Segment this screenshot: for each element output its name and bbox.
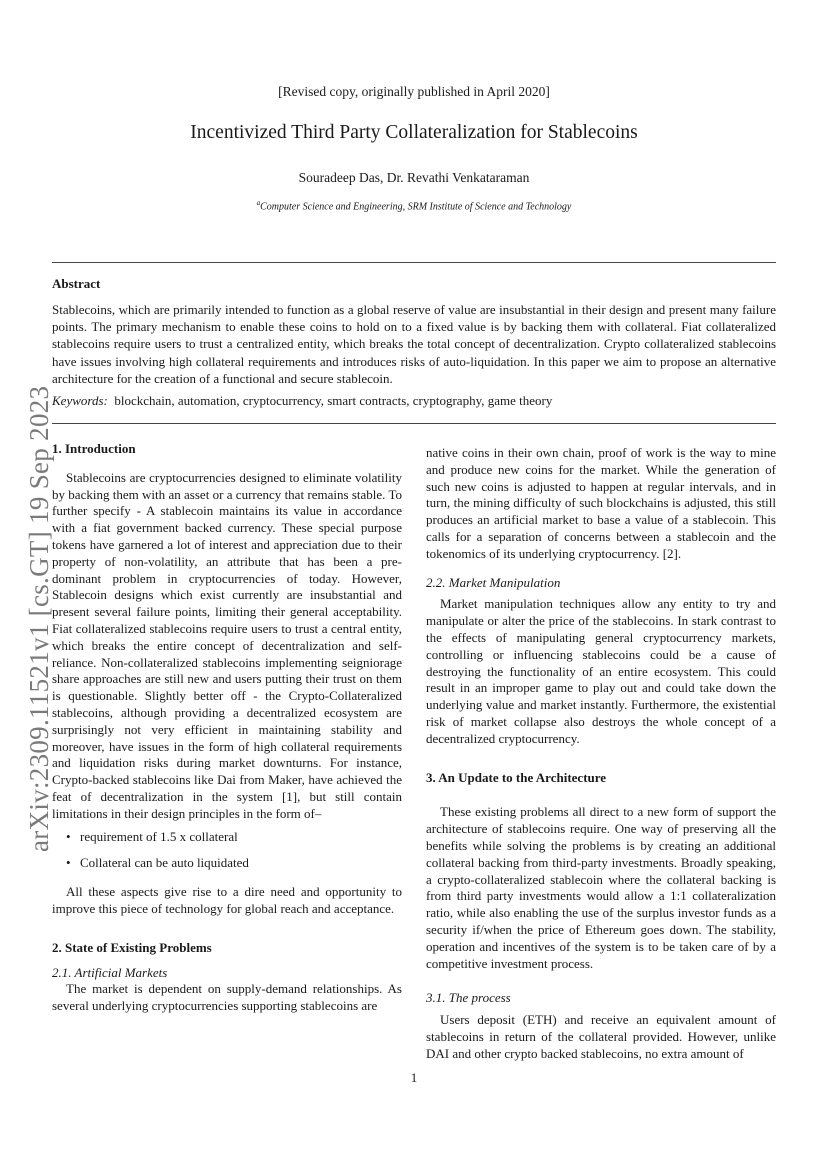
limitations-list [52, 829, 402, 873]
section-2-heading: 2. State of Existing Problems [52, 939, 212, 955]
section-3-heading: 3. An Update to the Architecture [426, 769, 607, 785]
authors: Souradeep Das, Dr. Revathi Venkataraman [298, 170, 530, 185]
abstract-text: Stablecoins, which are primarily intended to function as a global reserve of value are insubstantial in their design and present many failure points. The primary mechanism to enable these coins to hold on to a fixed value is by backing them with collateral. Fiat collateralized stablecoins require users to trust a centralized entity, which breaks the total concept of decentralization. Crypto collateralized stablecoins have issues involving high collateral requirements and introduces risks of auto-liquidation. In this paper we aim to propose an alternative architecture for the creation of a functional and secure stablecoin. [52, 302, 776, 386]
affiliation-mark: a [256, 199, 261, 207]
top-rule [52, 262, 776, 263]
list-item [66, 855, 402, 872]
section-3-paragraph: These existing problems all direct to a new form of support the architecture of stablecoins require. One way of preserving all the benefits while solving the problems is by creating an additional collateral backing from third-party investments. Broadly speaking, a crypto-collateralized stablecoin where the collateral backing is from third party investments would allow a 1:1 collateralization ratio, while also enabling the use of the surplus investor funds as a security if/when the price of Ethereum goes down. The stability, operation and incentives of the system is to be taken care of by a competitive investment process. [426, 804, 776, 971]
abstract-bottom-rule [52, 423, 776, 424]
section-2-2-paragraph: Market manipulation techniques allow any entity to try and manipulate or alter the price of the stablecoins. In stark contrast to the effects of manipulating general cryptocurrency markets, controlling or influencing stablecoins could be a cause of destroying the functionality of an entire ecosystem. This could result in an improper game to play out and could take down the underlying value and market instantly. Furthermore, the existential risk of market collapse also destroys the whole concept of a decentralized cryptocurrency. [426, 596, 776, 746]
bullet-glyph: • [66, 828, 71, 844]
affiliation [0, 199, 828, 212]
section-3-1-paragraph: Users deposit (ETH) and receive an equivalent amount of stablecoins in return of the collateral provided. However, unlike DAI and other crypto backed stablecoins, no extra amount of [426, 1012, 776, 1061]
paper-title: Incentivized Third Party Collateralization for Stablecoins [190, 122, 638, 143]
list-item-text: Collateral can be auto liquidated [80, 855, 249, 871]
section-2-2-heading: 2.2. Market Manipulation [426, 574, 561, 590]
keywords-line [52, 393, 776, 409]
arxiv-sidebar-stamp: arXiv:2309.11521v1 [cs.GT] 19 Sep 2023 [24, 385, 54, 852]
section-2-1-heading: 2.1. Artificial Markets [52, 964, 168, 980]
keywords-label: Keywords: [52, 393, 108, 408]
abstract-heading: Abstract [52, 276, 101, 291]
revised-note: [Revised copy, originally published in April 2020] [278, 84, 550, 99]
left-column [52, 441, 402, 1015]
list-item [66, 828, 402, 846]
section-2-1-paragraph: The market is dependent on supply-demand relationships. As several underlying cryptocurrencies supporting stablecoins are [52, 981, 402, 1014]
section-3-1-heading: 3.1. The process [426, 990, 511, 1006]
list-item-text: requirement of 1.5 x collateral [80, 828, 238, 844]
affiliation-text: Computer Science and Engineering, SRM Institute of Science and Technology [260, 201, 572, 213]
keywords-text: blockchain, automation, cryptocurrency, smart contracts, cryptography, game theory [114, 393, 553, 408]
section-1-heading: 1. Introduction [52, 441, 136, 456]
section-1-paragraph-2: All these aspects give rise to a dire need and opportunity to improve this piece of technology for global reach and acceptance. [52, 884, 402, 916]
section-1-paragraph-1: Stablecoins are cryptocurrencies designed to eliminate volatility by backing them with an asset or a currency that remains stable. To further specify - A stablecoin maintains its value in accordance with a fiat government backed currency. These special purpose tokens have garnered a lot of interest and appreciation due to their property of non-volatility, an attribute that has been a pre-dominant problem in cryptocurrencies of today. However, Stablecoin designs which exist currently are insubstantial and present several failure points, limiting their general acceptability. Fiat collateralized stablecoins require users to trust a central entity, which breaks the entire concept of decentralization and self-reliance. Non-collateralized stablecoins implementing seigniorage share approaches are still new and users putting their trust on them is questionable. Slightly better off - the Crypto-Collateralized stablecoins, although providing a decentralized ecosystem are surprisingly not very efficient in maintaining stability and moreover, have issues in the form of high collateral requirements and liquidation risks during market downturns. For instance, Crypto-backed stablecoins like Dai from Maker, have achieved the feat of decentralization in the system [1], but still contain limitations in their design principles in the form of– [52, 469, 402, 821]
section-2-1-paragraph-continued: native coins in their own chain, proof of work is the way to mine and produce new coins for the market. While the generation of such new coins is adjusted to happen at regular intervals, and in turn, the mining difficulty of such blockchains is adjusted, this still produces an artificial market to base a value of a stablecoin. This calls for a separation of concerns between a stablecoin and the tokenomics of its underlying cryptocurrency. [2]. [426, 445, 776, 561]
right-column [426, 445, 776, 1063]
bullet-glyph: • [66, 855, 71, 871]
page-number: 1 [410, 1070, 418, 1085]
